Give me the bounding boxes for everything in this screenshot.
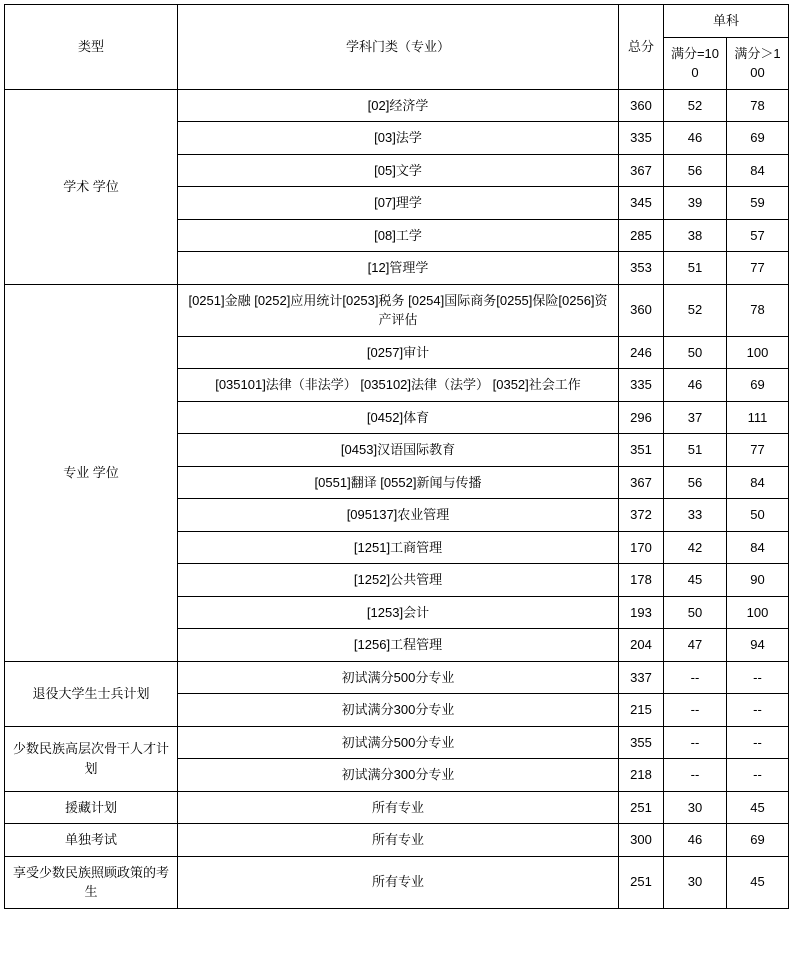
category-cell: 享受少数民族照顾政策的考生 [5, 856, 178, 908]
table-row [5, 856, 789, 908]
category-cell: 专业 学位 [5, 284, 178, 661]
sub-score-gt100-cell: 69 [727, 369, 789, 402]
total-score-cell: 353 [619, 252, 664, 285]
sub-score-eq100-cell: 56 [664, 154, 727, 187]
major-cell: 所有专业 [178, 856, 619, 908]
sub-score-eq100-cell: 33 [664, 499, 727, 532]
major-cell: [0551]翻译 [0552]新闻与传播 [178, 466, 619, 499]
sub-score-eq100-cell: 39 [664, 187, 727, 220]
table-row [5, 824, 789, 857]
table-row [5, 791, 789, 824]
header-type: 类型 [5, 5, 178, 90]
sub-score-gt100-cell: 111 [727, 401, 789, 434]
category-cell: 单独考试 [5, 824, 178, 857]
sub-score-eq100-cell: -- [664, 694, 727, 727]
major-cell: [03]法学 [178, 122, 619, 155]
total-score-cell: 345 [619, 187, 664, 220]
sub-score-eq100-cell: 37 [664, 401, 727, 434]
total-score-cell: 193 [619, 596, 664, 629]
table-row [5, 89, 789, 122]
total-score-cell: 360 [619, 284, 664, 336]
total-score-cell: 335 [619, 122, 664, 155]
major-cell: [0257]审计 [178, 336, 619, 369]
category-cell: 退役大学生士兵计划 [5, 661, 178, 726]
sub-score-gt100-cell: 78 [727, 284, 789, 336]
header-sub-eq100: 满分=100 [664, 37, 727, 89]
sub-score-gt100-cell: 77 [727, 252, 789, 285]
table-row [5, 726, 789, 759]
sub-score-gt100-cell: 59 [727, 187, 789, 220]
sub-score-gt100-cell: 94 [727, 629, 789, 662]
total-score-cell: 360 [619, 89, 664, 122]
sub-score-eq100-cell: 46 [664, 369, 727, 402]
sub-score-eq100-cell: 46 [664, 122, 727, 155]
total-score-cell: 285 [619, 219, 664, 252]
sub-score-eq100-cell: 30 [664, 791, 727, 824]
sub-score-gt100-cell: 69 [727, 122, 789, 155]
major-cell: 所有专业 [178, 791, 619, 824]
major-cell: [08]工学 [178, 219, 619, 252]
total-score-cell: 355 [619, 726, 664, 759]
sub-score-gt100-cell: 78 [727, 89, 789, 122]
sub-score-eq100-cell: 30 [664, 856, 727, 908]
sub-score-gt100-cell: -- [727, 694, 789, 727]
sub-score-eq100-cell: 50 [664, 336, 727, 369]
sub-score-gt100-cell: 77 [727, 434, 789, 467]
sub-score-eq100-cell: 51 [664, 252, 727, 285]
major-cell: [1252]公共管理 [178, 564, 619, 597]
sub-score-gt100-cell: -- [727, 661, 789, 694]
sub-score-eq100-cell: -- [664, 759, 727, 792]
major-cell: [02]经济学 [178, 89, 619, 122]
header-sub-gt100: 满分＞100 [727, 37, 789, 89]
sub-score-eq100-cell: 45 [664, 564, 727, 597]
sub-score-gt100-cell: -- [727, 759, 789, 792]
total-score-cell: 300 [619, 824, 664, 857]
major-cell: [0453]汉语国际教育 [178, 434, 619, 467]
sub-score-gt100-cell: 45 [727, 856, 789, 908]
major-cell: 初试满分300分专业 [178, 759, 619, 792]
total-score-cell: 335 [619, 369, 664, 402]
major-cell: 初试满分500分专业 [178, 661, 619, 694]
total-score-cell: 372 [619, 499, 664, 532]
sub-score-eq100-cell: 50 [664, 596, 727, 629]
major-cell: [12]管理学 [178, 252, 619, 285]
total-score-cell: 246 [619, 336, 664, 369]
table-header [5, 5, 789, 90]
sub-score-eq100-cell: -- [664, 661, 727, 694]
header-single-subject: 单科 [664, 5, 789, 38]
sub-score-gt100-cell: 57 [727, 219, 789, 252]
sub-score-eq100-cell: 56 [664, 466, 727, 499]
total-score-cell: 251 [619, 791, 664, 824]
major-cell: [07]理学 [178, 187, 619, 220]
major-cell: [1251]工商管理 [178, 531, 619, 564]
sub-score-eq100-cell: -- [664, 726, 727, 759]
sub-score-gt100-cell: 100 [727, 336, 789, 369]
sub-score-eq100-cell: 46 [664, 824, 727, 857]
header-total: 总分 [619, 5, 664, 90]
category-cell: 学术 学位 [5, 89, 178, 284]
total-score-cell: 204 [619, 629, 664, 662]
admission-score-table [4, 4, 789, 909]
total-score-cell: 215 [619, 694, 664, 727]
table-body [5, 89, 789, 908]
total-score-cell: 251 [619, 856, 664, 908]
sub-score-gt100-cell: -- [727, 726, 789, 759]
category-cell: 少数民族高层次骨干人才计划 [5, 726, 178, 791]
major-cell: 所有专业 [178, 824, 619, 857]
major-cell: 初试满分500分专业 [178, 726, 619, 759]
major-cell: [05]文学 [178, 154, 619, 187]
major-cell: [035101]法律（非法学） [035102]法律（法学） [0352]社会工作 [178, 369, 619, 402]
sub-score-gt100-cell: 50 [727, 499, 789, 532]
major-cell: [0251]金融 [0252]应用统计[0253]税务 [0254]国际商务[0255]保险[0256]资产评估 [178, 284, 619, 336]
table-row [5, 284, 789, 336]
total-score-cell: 170 [619, 531, 664, 564]
header-row-top [5, 5, 789, 38]
sub-score-eq100-cell: 52 [664, 284, 727, 336]
total-score-cell: 218 [619, 759, 664, 792]
sub-score-eq100-cell: 52 [664, 89, 727, 122]
total-score-cell: 178 [619, 564, 664, 597]
sub-score-eq100-cell: 42 [664, 531, 727, 564]
sub-score-gt100-cell: 84 [727, 154, 789, 187]
sub-score-gt100-cell: 84 [727, 531, 789, 564]
sub-score-gt100-cell: 100 [727, 596, 789, 629]
sub-score-gt100-cell: 84 [727, 466, 789, 499]
total-score-cell: 337 [619, 661, 664, 694]
major-cell: [095137]农业管理 [178, 499, 619, 532]
major-cell: [1256]工程管理 [178, 629, 619, 662]
sub-score-eq100-cell: 38 [664, 219, 727, 252]
major-cell: 初试满分300分专业 [178, 694, 619, 727]
major-cell: [0452]体育 [178, 401, 619, 434]
header-major: 学科门类（专业） [178, 5, 619, 90]
major-cell: [1253]会计 [178, 596, 619, 629]
total-score-cell: 296 [619, 401, 664, 434]
sub-score-eq100-cell: 47 [664, 629, 727, 662]
total-score-cell: 351 [619, 434, 664, 467]
sub-score-gt100-cell: 45 [727, 791, 789, 824]
sub-score-gt100-cell: 69 [727, 824, 789, 857]
total-score-cell: 367 [619, 154, 664, 187]
category-cell: 援藏计划 [5, 791, 178, 824]
sub-score-gt100-cell: 90 [727, 564, 789, 597]
table-row [5, 661, 789, 694]
sub-score-eq100-cell: 51 [664, 434, 727, 467]
total-score-cell: 367 [619, 466, 664, 499]
